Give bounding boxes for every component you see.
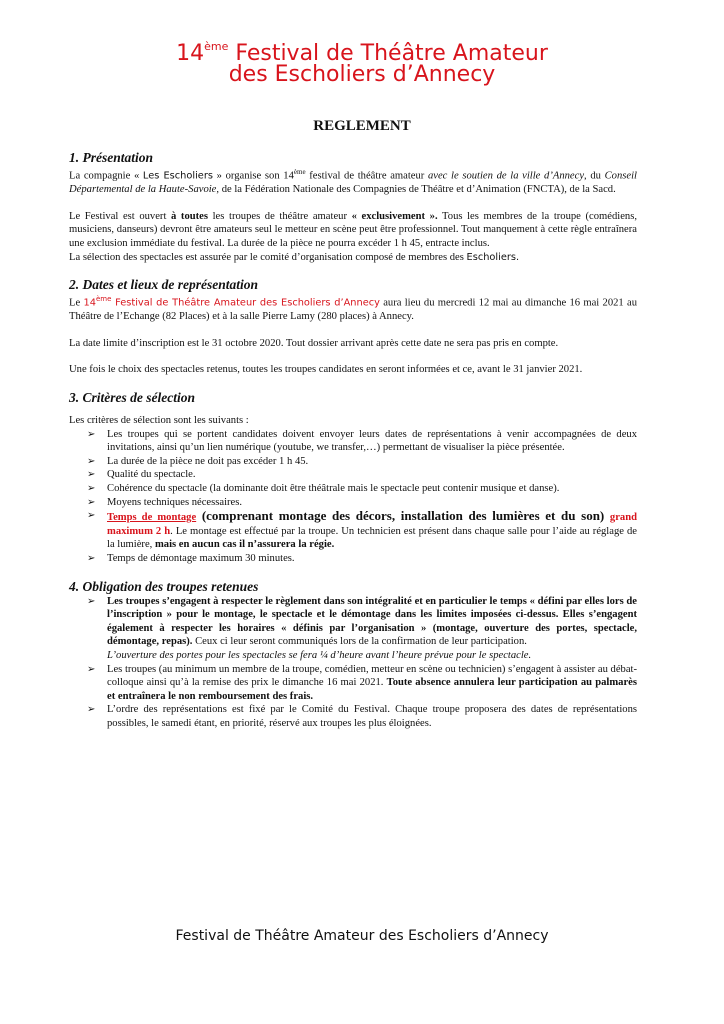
list-item: ➢ La durée de la pièce ne doit pas excéder 1 h 45. bbox=[87, 455, 309, 467]
reglement-body bbox=[69, 150, 637, 730]
page-title: REGLEMENT bbox=[313, 118, 411, 134]
dates-paragraph-1: Le 14ème Festival de Théâtre Amateur des Escholiers d’Annecy aura lieu du mercredi 12 mai au dimanche 16 mai 2021 au Théâtre de l’Echange (82 Places) et à la salle Pierre Lamy (280 places) à Annecy. bbox=[69, 295, 637, 323]
criteres-list bbox=[69, 428, 637, 566]
festival-title-line2: des Escholiers d’Annecy bbox=[228, 62, 496, 87]
festival-title-line1: 14ème Festival de Théâtre Amateur bbox=[176, 40, 548, 66]
dates-paragraph-3: Une fois le choix des spectacles retenus, toutes les troupes candidates en seront informées et ce, avant le 31 janvier 2021. bbox=[69, 364, 583, 376]
list-item: ➢ Les troupes s’engagent à respecter le règlement dans son intégralité et en particulier le temps « défini par elles lors de l’inscription » pour le montage, le spectacle et le démontage dans les limites imposées ci-dessus. Elles s’engagent également à respecter les horaires « définis par l’organisation » (montage, ouverture des portes, spectacle, démontage, repas). Ceux ci leur seront communiqués lors de la confirmation de leur participation. L’ouverture des portes pour les spectacles se fera ¼ d’heure avant l’heure prévue pour le spectacle. bbox=[87, 595, 637, 661]
criteres-intro: Les critères de sélection sont les suivants : bbox=[69, 415, 249, 426]
list-item: ➢ Qualité du spectacle. bbox=[87, 469, 196, 481]
section-heading-dates: 2. Dates et lieux de représentation bbox=[69, 277, 258, 293]
presentation-paragraph-3: La sélection des spectacles est assurée par le comité d’organisation composé de membres des Escholiers. bbox=[69, 251, 520, 263]
section-heading-obligations: 4. Obligation des troupes retenues bbox=[69, 578, 259, 594]
obligations-list bbox=[69, 595, 637, 731]
presentation-paragraph-1: La compagnie « Les Escholiers » organise son 14ème festival de théâtre amateur avec le soutien de la ville d’Annecy, du Conseil Départemental de la Haute-Savoie, de la Fédération Nationale des Compagnies de Théâtre et d’Animation (FNCTA), de la Sacd. bbox=[69, 168, 637, 196]
section-heading-presentation: 1. Présentation bbox=[69, 150, 154, 165]
dates-paragraph-2: La date limite d’inscription est le 31 octobre 2020. Tout dossier arrivant après cette date ne sera pas pris en compte. bbox=[69, 337, 559, 349]
presentation-paragraph-2: Le Festival est ouvert à toutes les troupes de théâtre amateur « exclusivement ». Tous les membres de la troupe (comédiens, musiciens, danseurs) devront être amateurs seul le metteur en scène peut être professionnel. Tout manquement à cette règle entraînera une exclusion immédiate du festival. La durée de la pièce ne pourra excéder 1 h 45, entracte inclus. bbox=[69, 210, 637, 249]
section-heading-criteres: 3. Critères de sélection bbox=[69, 390, 195, 405]
list-item: ➢ Temps de démontage maximum 30 minutes. bbox=[87, 552, 295, 564]
list-item: ➢ Cohérence du spectacle (la dominante doit être théâtrale mais le spectacle peut contenir musique et danse). bbox=[87, 482, 560, 494]
list-item: ➢ L’ordre des représentations est fixé par le Comité du Festival. Chaque troupe proposera des dates de représentations possibles, le samedi étant, en priorité, réservé aux troupes les plus éloignées. bbox=[87, 704, 637, 729]
page-footer: Festival de Théâtre Amateur des Escholiers d’Annecy bbox=[175, 928, 549, 944]
list-item: ➢ Moyens techniques nécessaires. bbox=[87, 496, 243, 508]
list-item-temps-montage: ➢ Temps de montage (comprenant montage des décors, installation des lumières et du son) grand maximum 2 h. Le montage est effectué par la troupe. Un technicien est présent dans chaque salle pour l’aide au réglage de la lumière, mais en aucun cas il n’assurera la régie. bbox=[87, 508, 637, 551]
list-item: ➢ Les troupes qui se portent candidates doivent envoyer leurs dates de représentations à venir accompagnées de deux invitations, ainsi qu’un lien numérique (youtube, we transfer,…) permettant de visualiser la pièce présentée. bbox=[87, 428, 637, 454]
list-item: ➢ Les troupes (au minimum un membre de la troupe, comédien, metteur en scène ou technicien) s’engagent à assister au débat-colloque ainsi qu’à la remise des prix le dimanche 16 mai 2021. Toute absence annulera leur participation au palmarès et entraînera le non remboursement des frais. bbox=[87, 663, 637, 702]
